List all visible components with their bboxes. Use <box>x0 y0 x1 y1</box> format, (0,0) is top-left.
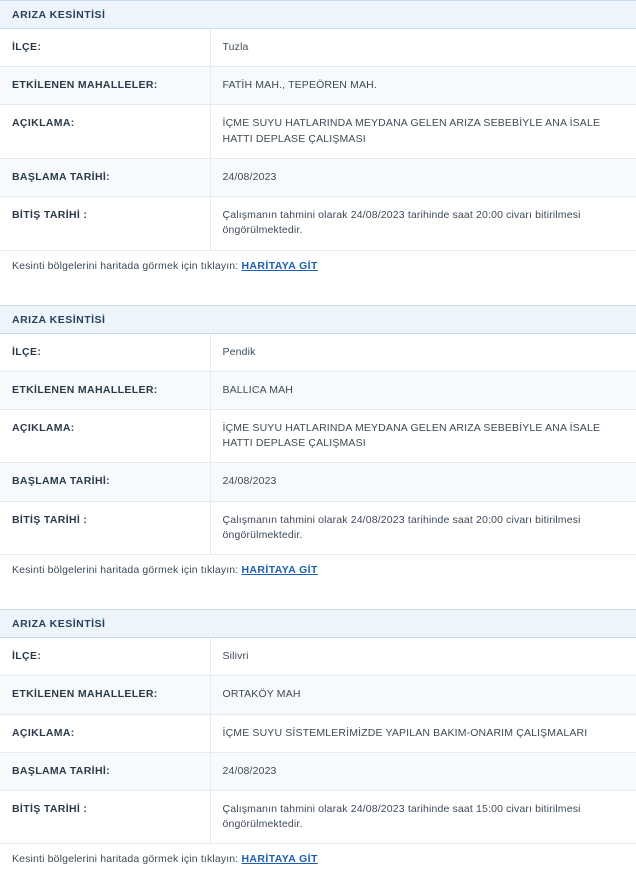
go-to-map-link[interactable]: HARİTAYA GİT <box>241 259 318 272</box>
table-row <box>0 752 636 790</box>
table-row <box>0 501 636 554</box>
neighborhoods-value: BALLICA MAH <box>210 371 636 409</box>
map-note-text: Kesinti bölgelerini haritada görmek için tıklayın: <box>12 564 239 577</box>
neighborhoods-label: ETKİLENEN MAHALLELER: <box>0 371 210 409</box>
district-label: İLÇE: <box>0 334 210 372</box>
table-row <box>0 790 636 843</box>
map-note <box>0 844 636 875</box>
start-date-value: 24/08/2023 <box>210 463 636 501</box>
end-date-label: BİTİŞ TARİHİ : <box>0 790 210 843</box>
end-date-label: BİTİŞ TARİHİ : <box>0 197 210 250</box>
card-title: ARIZA KESİNTİSİ <box>0 305 636 334</box>
start-date-value: 24/08/2023 <box>210 752 636 790</box>
end-date-value: Çalışmanın tahmini olarak 24/08/2023 tarihinde saat 15:00 civarı bitirilmesi öngörülmektedir. <box>210 790 636 843</box>
description-value: İÇME SUYU HATLARINDA MEYDANA GELEN ARIZA SEBEBİYLE ANA İSALE HATTI DEPLASE ÇALIŞMASI <box>210 105 636 158</box>
table-row <box>0 676 636 714</box>
start-date-label: BAŞLAMA TARİHİ: <box>0 463 210 501</box>
end-date-value: Çalışmanın tahmini olarak 24/08/2023 tarihinde saat 20:00 civarı bitirilmesi öngörülmektedir. <box>210 501 636 554</box>
map-note <box>0 251 636 282</box>
district-value: Silivri <box>210 638 636 676</box>
table-row <box>0 371 636 409</box>
table-row <box>0 29 636 67</box>
neighborhoods-label: ETKİLENEN MAHALLELER: <box>0 67 210 105</box>
neighborhoods-label: ETKİLENEN MAHALLELER: <box>0 676 210 714</box>
description-label: AÇIKLAMA: <box>0 714 210 752</box>
start-date-label: BAŞLAMA TARİHİ: <box>0 752 210 790</box>
start-date-value: 24/08/2023 <box>210 158 636 196</box>
district-value: Pendik <box>210 334 636 372</box>
table-row <box>0 714 636 752</box>
district-label: İLÇE: <box>0 29 210 67</box>
table-row <box>0 67 636 105</box>
table-row <box>0 409 636 462</box>
end-date-label: BİTİŞ TARİHİ : <box>0 501 210 554</box>
outage-card <box>0 0 636 282</box>
map-note-text: Kesinti bölgelerini haritada görmek için tıklayın: <box>12 259 239 272</box>
map-note <box>0 555 636 586</box>
map-note-text: Kesinti bölgelerini haritada görmek için tıklayın: <box>12 853 239 866</box>
district-label: İLÇE: <box>0 638 210 676</box>
table-row <box>0 105 636 158</box>
neighborhoods-value: FATİH MAH., TEPEÖREN MAH. <box>210 67 636 105</box>
description-value: İÇME SUYU SİSTEMLERİMİZDE YAPILAN BAKIM-ONARIM ÇALIŞMALARI <box>210 714 636 752</box>
go-to-map-link[interactable]: HARİTAYA GİT <box>241 853 318 866</box>
description-value: İÇME SUYU HATLARINDA MEYDANA GELEN ARIZA SEBEBİYLE ANA İSALE HATTI DEPLASE ÇALIŞMASI <box>210 409 636 462</box>
outage-card <box>0 305 636 587</box>
card-separator <box>0 296 636 305</box>
outage-details-table <box>0 29 636 251</box>
table-row <box>0 638 636 676</box>
go-to-map-link[interactable]: HARİTAYA GİT <box>241 564 318 577</box>
card-separator <box>0 600 636 609</box>
table-row <box>0 197 636 250</box>
description-label: AÇIKLAMA: <box>0 105 210 158</box>
start-date-label: BAŞLAMA TARİHİ: <box>0 158 210 196</box>
table-row <box>0 334 636 372</box>
neighborhoods-value: ORTAKÖY MAH <box>210 676 636 714</box>
card-title: ARIZA KESİNTİSİ <box>0 0 636 29</box>
outage-card <box>0 609 636 875</box>
table-row <box>0 158 636 196</box>
end-date-value: Çalışmanın tahmini olarak 24/08/2023 tarihinde saat 20:00 civarı bitirilmesi öngörülmektedir. <box>210 197 636 250</box>
description-label: AÇIKLAMA: <box>0 409 210 462</box>
outage-details-table <box>0 334 636 556</box>
card-title: ARIZA KESİNTİSİ <box>0 609 636 638</box>
table-row <box>0 463 636 501</box>
outage-details-table <box>0 638 636 844</box>
district-value: Tuzla <box>210 29 636 67</box>
